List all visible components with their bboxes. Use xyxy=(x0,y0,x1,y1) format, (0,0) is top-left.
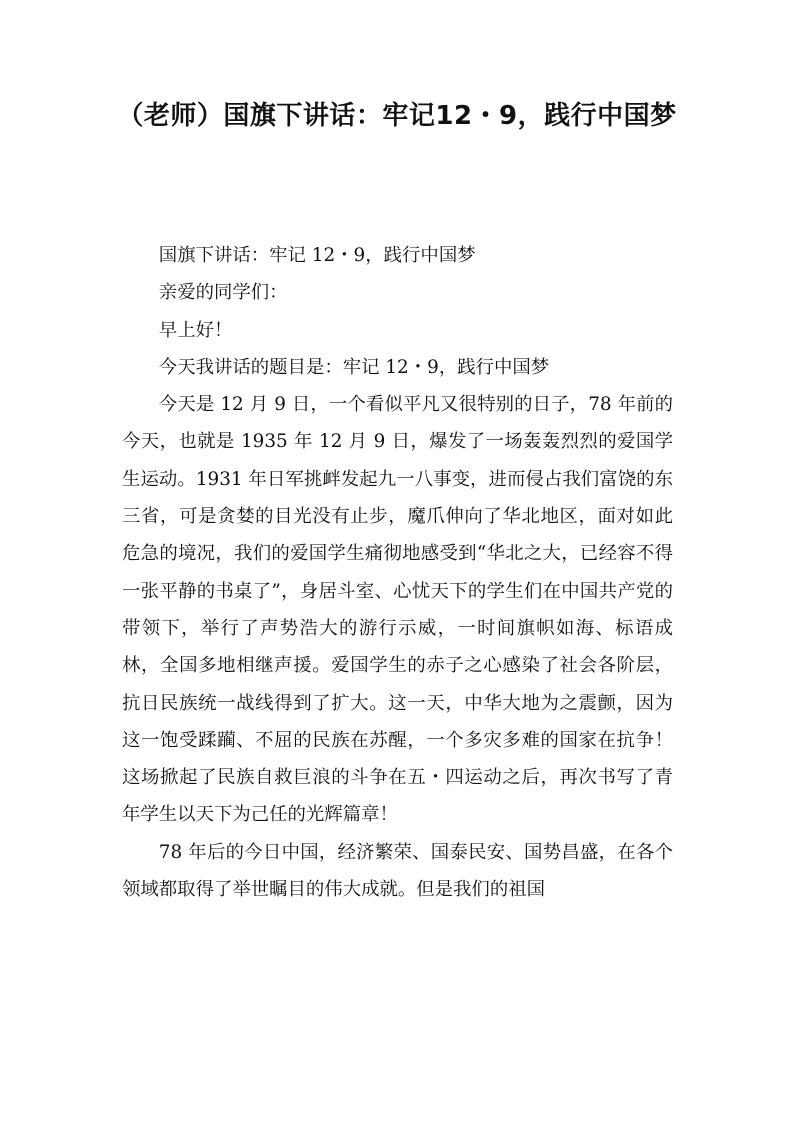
paragraph-today: 78 年后的今日中国，经济繁荣、国泰民安、国势昌盛，在各个领域都取得了举世瞩目的伟大成就。但是我们的祖国 xyxy=(122,841,673,901)
document-body xyxy=(122,237,673,908)
paragraph-topic: 今天我讲话的题目是：牢记 12・9，践行中国梦 xyxy=(158,356,550,378)
paragraph-greeting: 早上好！ xyxy=(158,319,233,341)
paragraph-history: 今天是 12 月 9 日，一个看似平凡又很特别的日子，78 年前的今天，也就是 1935 年 12 月 9 日，爆发了一场轰轰烈烈的爱国学生运动。1931 年日军挑衅发起九一八事变，进而侵占我们富饶的东三省，可是贪婪的目光没有止步，魔爪伸向了华北地区，面对如此危急的境况，我们的爱国学生痛彻地感受到“华北之大，已经容不得一张平静的书桌了”，身居斗室、心忧天下的学生们在中国共产党的带领下，举行了声势浩大的游行示威，一时间旗帜如海、标语成林，全国多地相继声援。爱国学生的赤子之心感染了社会各阶层，抗日民族统一战线得到了扩大。这一天，中华大地为之震颤，因为这一饱受蹂躏、不屈的民族在苏醒，一个多灾多难的国家在抗争！这场掀起了民族自救巨浪的斗争在五・四运动之后，再次书写了青年学生以天下为己任的光辉篇章！ xyxy=(122,394,673,826)
document-title: （老师）国旗下讲话：牢记12・9，践行中国梦 xyxy=(117,101,677,131)
paragraph-salutation: 亲爱的同学们： xyxy=(158,282,288,304)
paragraph-heading-line: 国旗下讲话：牢记 12・9，践行中国梦 xyxy=(158,245,476,266)
